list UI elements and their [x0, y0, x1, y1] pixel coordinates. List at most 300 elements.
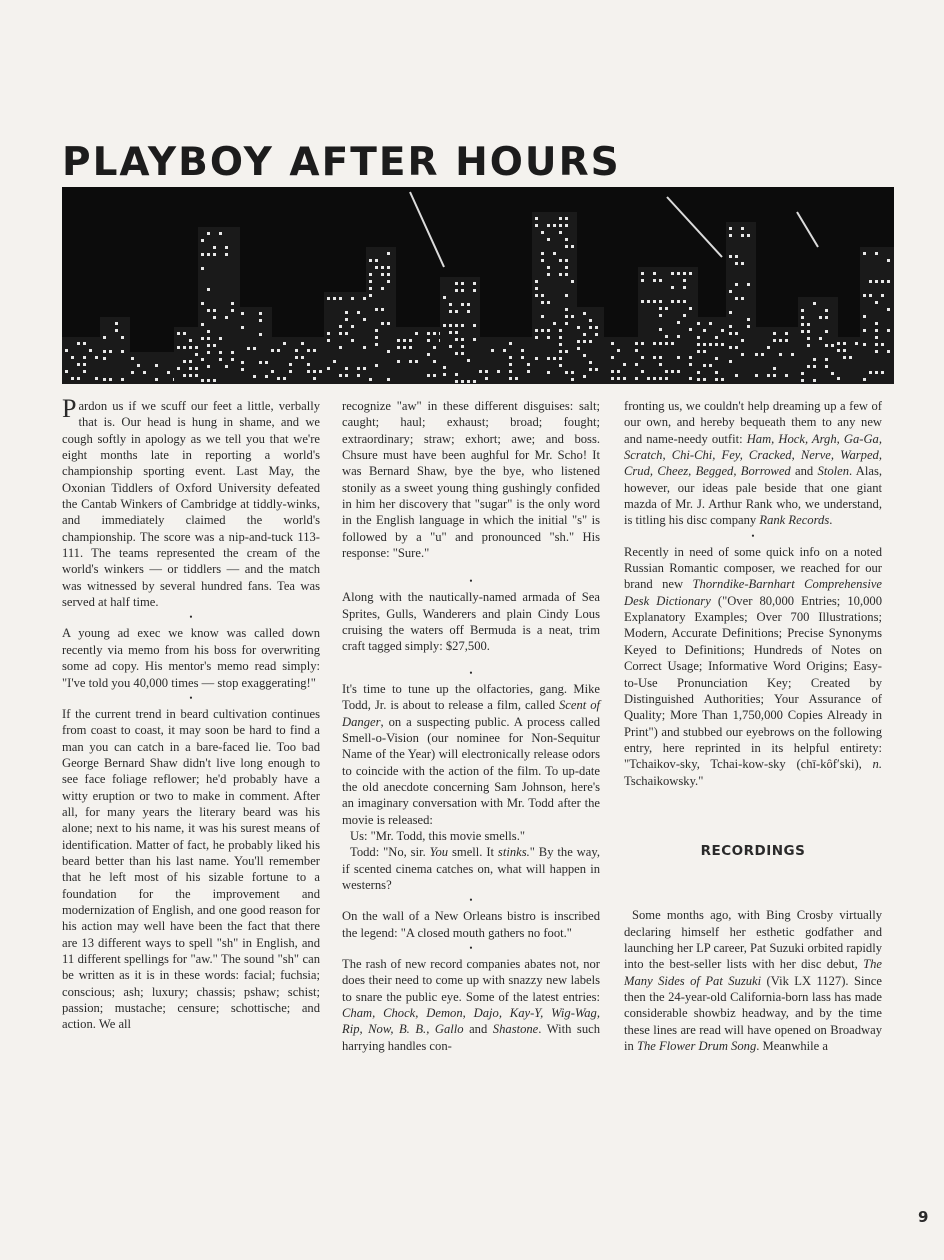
lit-window	[103, 336, 106, 339]
lit-window	[881, 343, 884, 346]
lit-window	[71, 377, 74, 380]
lit-window	[559, 343, 562, 346]
lit-window	[449, 331, 452, 334]
lit-window	[875, 301, 878, 304]
text-run: . With such harrying handles con-	[342, 1022, 601, 1053]
lit-window	[741, 234, 744, 237]
label-names: Shastone	[492, 1022, 539, 1037]
lit-window	[589, 326, 592, 329]
lit-window	[455, 338, 458, 341]
lit-window	[881, 280, 884, 283]
lit-window	[837, 377, 840, 380]
album-title: The Many Sides of Pat Suzuki	[624, 957, 882, 988]
lit-window	[357, 374, 360, 377]
lit-window	[659, 328, 662, 331]
section-title: PLAYBOY AFTER HOURS	[62, 140, 621, 185]
lit-window	[565, 322, 568, 325]
lit-window	[339, 374, 342, 377]
lit-window	[565, 259, 568, 262]
lit-window	[241, 368, 244, 371]
lit-window	[729, 332, 732, 335]
paragraph-label-ideas	[624, 398, 882, 529]
lit-window	[277, 377, 280, 380]
lit-window	[773, 332, 776, 335]
lit-window	[433, 346, 436, 349]
lit-window	[595, 326, 598, 329]
lit-window	[623, 377, 626, 380]
lit-window	[509, 342, 512, 345]
lit-window	[427, 374, 430, 377]
lit-window	[703, 343, 706, 346]
lit-window	[887, 259, 890, 262]
lit-window	[741, 353, 744, 356]
lit-window	[369, 294, 372, 297]
lit-window	[375, 364, 378, 367]
lit-window	[559, 329, 562, 332]
lit-window	[195, 367, 198, 370]
lit-window	[455, 282, 458, 285]
lit-window	[665, 370, 668, 373]
lit-window	[301, 342, 304, 345]
lit-window	[635, 342, 638, 345]
text-run: It's time to tune up the olfactories, gang. Mike Todd, Jr. is about to release a film, called	[342, 681, 600, 713]
lit-window	[553, 357, 556, 360]
lit-window	[409, 339, 412, 342]
lit-window	[535, 357, 538, 360]
lit-window	[747, 325, 750, 328]
lit-window	[565, 294, 568, 297]
lit-window	[265, 375, 268, 378]
lit-window	[455, 352, 458, 355]
lit-window	[635, 377, 638, 380]
lit-window	[863, 329, 866, 332]
lit-window	[677, 321, 680, 324]
lit-window	[709, 322, 712, 325]
lit-window	[611, 377, 614, 380]
paragraph-smell-o-vision	[342, 681, 600, 828]
lit-window	[183, 346, 186, 349]
lit-window	[231, 351, 234, 354]
lit-window	[201, 239, 204, 242]
lit-window	[869, 280, 872, 283]
lit-window	[427, 332, 430, 335]
lit-window	[415, 332, 418, 335]
lit-window	[785, 332, 788, 335]
lit-window	[547, 371, 550, 374]
lit-window	[253, 375, 256, 378]
skyline-banner-image	[62, 187, 894, 384]
lit-window	[735, 346, 738, 349]
lit-window	[283, 342, 286, 345]
lit-window	[807, 323, 810, 326]
lit-window	[65, 370, 68, 373]
lit-window	[697, 322, 700, 325]
lit-window	[635, 349, 638, 352]
lit-window	[729, 346, 732, 349]
lit-window	[653, 342, 656, 345]
lit-window	[189, 339, 192, 342]
lit-window	[455, 289, 458, 292]
lit-window	[183, 374, 186, 377]
lit-window	[443, 296, 446, 299]
lit-window	[479, 370, 482, 373]
lit-window	[887, 350, 890, 353]
lit-window	[397, 346, 400, 349]
lit-window	[729, 360, 732, 363]
lit-window	[843, 356, 846, 359]
lit-window	[571, 378, 574, 381]
lit-window	[689, 356, 692, 359]
lit-window	[259, 361, 262, 364]
lit-window	[671, 272, 674, 275]
lit-window	[729, 290, 732, 293]
lit-window	[881, 371, 884, 374]
lit-window	[213, 246, 216, 249]
lit-window	[541, 315, 544, 318]
lit-window	[195, 374, 198, 377]
lit-window	[363, 346, 366, 349]
recordings-heading: RECORDINGS	[700, 842, 806, 859]
lit-window	[201, 253, 204, 256]
lit-window	[653, 272, 656, 275]
lit-window	[83, 356, 86, 359]
lit-window	[473, 324, 476, 327]
emphasis: You	[429, 845, 449, 860]
lit-window	[595, 368, 598, 371]
text-run: " By the way, if scented cinema catches on, what will happen in westerns?	[342, 845, 600, 892]
lit-window	[559, 336, 562, 339]
lit-window	[697, 378, 700, 381]
lit-window	[715, 371, 718, 374]
lit-window	[473, 289, 476, 292]
lit-window	[617, 377, 620, 380]
lit-window	[201, 379, 204, 382]
lit-window	[807, 330, 810, 333]
lit-window	[327, 297, 330, 300]
lit-window	[449, 303, 452, 306]
lit-window	[589, 361, 592, 364]
lit-window	[497, 370, 500, 373]
lit-window	[703, 378, 706, 381]
lit-window	[369, 378, 372, 381]
lit-window	[703, 329, 706, 332]
lit-window	[571, 280, 574, 283]
lit-window	[831, 372, 834, 375]
lit-window	[541, 231, 544, 234]
lit-window	[167, 371, 170, 374]
building-silhouette	[128, 352, 178, 384]
article-column-1	[62, 394, 320, 1033]
lit-window	[703, 364, 706, 367]
text-run: smell. It	[448, 845, 498, 860]
lit-window	[635, 363, 638, 366]
bullet-separator: •	[469, 667, 473, 678]
lit-window	[115, 322, 118, 325]
lit-window	[653, 279, 656, 282]
label-names: Cham, Chock, Demon, Dajo, Kay-Y, Wig-Wag, Rip, Now, B. B., Gallo	[342, 1006, 600, 1037]
lit-window	[735, 283, 738, 286]
lit-window	[259, 312, 262, 315]
lit-window	[709, 343, 712, 346]
lit-window	[641, 300, 644, 303]
lit-window	[381, 266, 384, 269]
lit-window	[547, 329, 550, 332]
paragraph-aw-spellings: recognize "aw" in these different disguises: salt; caught; haul; exhaust; broad; fought; extraordinary; straw; exhort; awe; and boss. Chsure must have been aughful for Mr. Scho! It was Bernard Shaw, bye the bye, who listened stonily as a sweet young thing gushingly confided in him her discovery that "sugar" is the only word in the English language in which the initial "s" is followed by a "u" and pronounced "sh." His response: "Sure."	[342, 399, 600, 561]
bullet-separator: •	[189, 692, 193, 703]
lit-window	[351, 325, 354, 328]
lit-window	[443, 373, 446, 376]
lit-window	[761, 353, 764, 356]
lit-window	[95, 377, 98, 380]
lit-window	[747, 318, 750, 321]
film-title: Scent of Danger	[342, 698, 600, 729]
lit-window	[547, 336, 550, 339]
building-silhouette	[638, 267, 698, 384]
lit-window	[583, 375, 586, 378]
lit-window	[461, 282, 464, 285]
lit-window	[189, 367, 192, 370]
lit-window	[683, 279, 686, 282]
paragraph-bermuda: Along with the nautically-named armada of Sea Sprites, Gulls, Wanderers and plain Cindy Lous cruising the waters off Bermuda is a neat, trim craft tagged simply: $27,500.	[342, 590, 600, 654]
lit-window	[547, 266, 550, 269]
lit-window	[689, 328, 692, 331]
lit-window	[177, 332, 180, 335]
lit-window	[729, 255, 732, 258]
lit-window	[565, 224, 568, 227]
lit-window	[611, 342, 614, 345]
lit-window	[77, 377, 80, 380]
building-silhouette	[574, 307, 604, 384]
lit-window	[589, 340, 592, 343]
lit-window	[509, 356, 512, 359]
text-run: Recently in need of some quick info on a noted Russian Romantic composer, we reached for our brand new	[624, 544, 882, 592]
lit-window	[231, 302, 234, 305]
lit-window	[339, 325, 342, 328]
lit-window	[875, 336, 878, 339]
lit-window	[363, 318, 366, 321]
searchlight-beam	[667, 197, 722, 257]
lit-window	[213, 316, 216, 319]
building-silhouette	[62, 337, 102, 384]
lit-window	[189, 360, 192, 363]
lit-window	[387, 280, 390, 283]
lit-window	[427, 353, 430, 356]
lit-window	[415, 360, 418, 363]
lit-window	[677, 300, 680, 303]
building-silhouette	[394, 327, 444, 384]
lit-window	[357, 367, 360, 370]
lit-window	[351, 339, 354, 342]
lit-window	[207, 351, 210, 354]
lit-window	[729, 227, 732, 230]
lit-window	[565, 350, 568, 353]
lit-window	[177, 367, 180, 370]
lit-window	[541, 301, 544, 304]
bullet-separator: •	[189, 612, 193, 623]
lit-window	[583, 354, 586, 357]
lit-window	[207, 253, 210, 256]
lit-window	[295, 349, 298, 352]
lit-window	[183, 360, 186, 363]
lit-window	[825, 330, 828, 333]
lit-window	[647, 300, 650, 303]
lit-window	[755, 374, 758, 377]
lit-window	[659, 377, 662, 380]
lit-window	[491, 349, 494, 352]
lit-window	[813, 365, 816, 368]
label-names: Ham, Hock, Argh, Ga-Ga, Scratch, Chi-Chi, Fey, Cracked, Nerve, Warped, Crud, Cheez, Begged, Borrowed	[624, 431, 882, 479]
lit-window	[381, 308, 384, 311]
lit-window	[535, 329, 538, 332]
lit-window	[559, 350, 562, 353]
lit-window	[535, 287, 538, 290]
dialogue-line-us: Us: "Mr. Todd, this movie smells."	[350, 828, 525, 843]
lit-window	[207, 232, 210, 235]
lit-window	[207, 309, 210, 312]
lit-window	[259, 333, 262, 336]
lit-window	[665, 307, 668, 310]
lit-window	[369, 273, 372, 276]
lit-window	[689, 272, 692, 275]
lit-window	[189, 374, 192, 377]
lit-window	[225, 253, 228, 256]
lit-window	[357, 311, 360, 314]
lit-window	[677, 370, 680, 373]
lit-window	[345, 332, 348, 335]
lit-window	[95, 356, 98, 359]
lit-window	[207, 330, 210, 333]
lit-window	[461, 289, 464, 292]
lit-window	[863, 315, 866, 318]
lit-window	[155, 378, 158, 381]
lit-window	[527, 363, 530, 366]
lit-window	[665, 377, 668, 380]
lit-window	[659, 279, 662, 282]
lit-window	[409, 360, 412, 363]
paragraph-ad-exec: A young ad exec we know was called down recently via memo from his boss for overwriting some ad copy. His mentor's memo read simply: "I've told you 40,000 times — stop exaggerating!"	[62, 626, 320, 690]
lit-window	[327, 367, 330, 370]
lit-window	[397, 360, 400, 363]
lit-window	[241, 361, 244, 364]
label-names: Stolen	[817, 464, 850, 479]
lit-window	[381, 287, 384, 290]
lit-window	[241, 326, 244, 329]
lit-window	[375, 259, 378, 262]
lit-window	[509, 377, 512, 380]
lit-window	[271, 349, 274, 352]
building-silhouette	[726, 222, 756, 384]
lit-window	[813, 379, 816, 382]
lit-window	[219, 351, 222, 354]
lit-window	[327, 339, 330, 342]
lit-window	[721, 343, 724, 346]
emphasis: stinks.	[497, 845, 530, 860]
article-column-3	[624, 398, 882, 1054]
lit-window	[565, 308, 568, 311]
lit-window	[735, 374, 738, 377]
lit-window	[213, 344, 216, 347]
lit-window	[313, 377, 316, 380]
lit-window	[201, 302, 204, 305]
lit-window	[155, 364, 158, 367]
lit-window	[201, 267, 204, 270]
searchlight-beam	[410, 192, 444, 267]
lit-window	[843, 342, 846, 345]
lit-window	[213, 309, 216, 312]
lit-window	[313, 370, 316, 373]
lit-window	[535, 217, 538, 220]
paragraph-pat-suzuki	[624, 907, 882, 1054]
lit-window	[671, 286, 674, 289]
lit-window	[131, 371, 134, 374]
lit-window	[659, 314, 662, 317]
text-run: fronting us, we couldn't help dreaming up a few of our own, and hereby bequeath them to any new and name-needy outfit:	[624, 399, 882, 446]
lit-window	[207, 344, 210, 347]
lit-window	[503, 349, 506, 352]
lit-window	[455, 373, 458, 376]
lit-window	[863, 378, 866, 381]
lit-window	[225, 365, 228, 368]
lit-window	[741, 262, 744, 265]
lit-window	[455, 324, 458, 327]
lit-window	[565, 266, 568, 269]
lit-window	[195, 353, 198, 356]
building-silhouette	[268, 337, 328, 384]
lit-window	[231, 309, 234, 312]
lit-window	[801, 372, 804, 375]
lit-window	[875, 280, 878, 283]
lit-window	[741, 339, 744, 342]
lit-window	[855, 342, 858, 345]
lit-window	[433, 360, 436, 363]
lit-window	[461, 352, 464, 355]
lit-window	[623, 363, 626, 366]
lit-window	[697, 336, 700, 339]
lit-window	[461, 303, 464, 306]
lit-window	[653, 377, 656, 380]
lit-window	[535, 280, 538, 283]
lit-window	[747, 283, 750, 286]
lit-window	[735, 297, 738, 300]
lit-window	[443, 324, 446, 327]
lit-window	[721, 378, 724, 381]
lit-window	[683, 300, 686, 303]
lit-window	[715, 378, 718, 381]
lit-window	[875, 252, 878, 255]
lit-window	[547, 357, 550, 360]
lit-window	[553, 322, 556, 325]
lit-window	[375, 266, 378, 269]
lit-window	[121, 350, 124, 353]
lit-window	[875, 329, 878, 332]
lit-window	[559, 273, 562, 276]
lit-window	[271, 370, 274, 373]
lit-window	[375, 336, 378, 339]
lit-window	[755, 353, 758, 356]
lit-window	[887, 308, 890, 311]
lit-window	[875, 343, 878, 346]
lit-window	[195, 346, 198, 349]
lit-window	[143, 371, 146, 374]
lit-window	[77, 342, 80, 345]
lit-window	[801, 316, 804, 319]
building-silhouette	[476, 337, 536, 384]
lit-window	[565, 273, 568, 276]
lit-window	[541, 259, 544, 262]
lit-window	[461, 324, 464, 327]
lit-window	[767, 346, 770, 349]
lit-window	[461, 345, 464, 348]
